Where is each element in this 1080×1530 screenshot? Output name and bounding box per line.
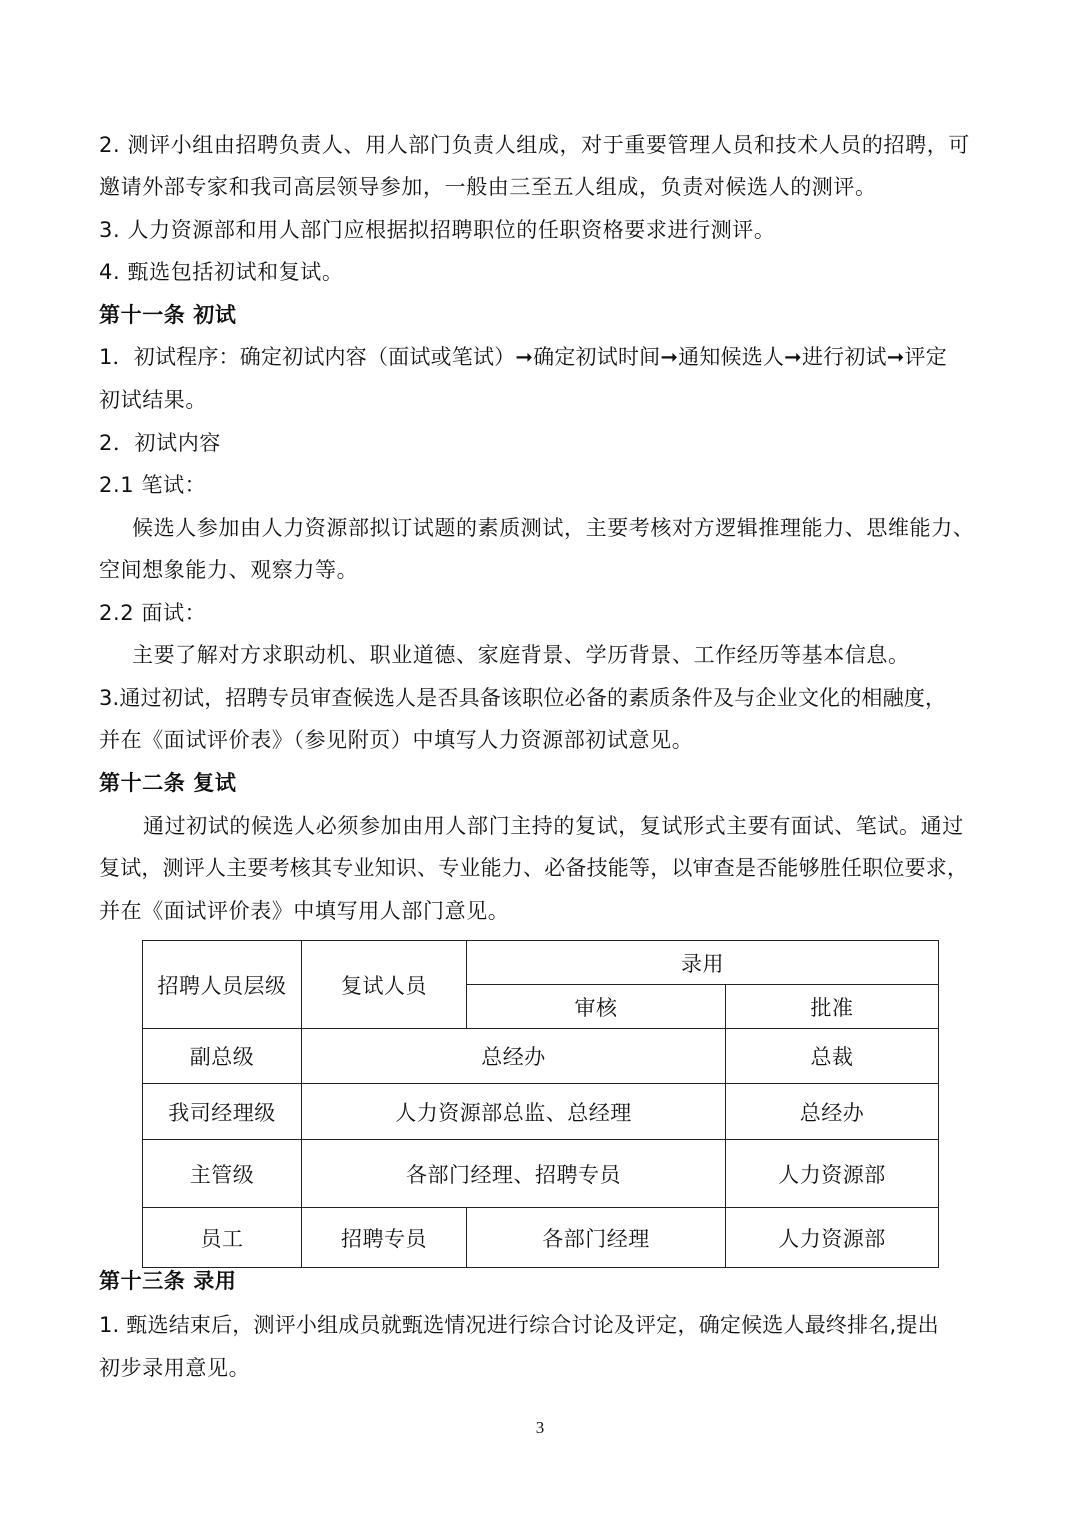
initial-test-procedure-line-1: 1．初试程序：确定初试内容（面试或笔试）➞确定初试时间➞通知候选人➞进行初试➞评定 [99,345,947,369]
approve-cell: 总裁 [726,1029,939,1084]
article-13-heading: 第十三条 录用 [99,1269,237,1293]
table-row [143,1029,939,1084]
level-cell: 副总级 [143,1029,302,1084]
level-cell: 员工 [143,1208,302,1268]
approve-cell: 人力资源部 [726,1208,939,1268]
review-cell: 各部门经理 [467,1208,726,1268]
paragraph-2-line-1: 2. 测评小组由招聘负责人、用人部门负责人组成，对于重要管理人员和技术人员的招聘，可 [99,133,970,157]
table-row [143,1208,939,1268]
second-interview-line-3: 并在《面试评价表》中填写用人部门意见。 [99,899,510,923]
hiring-line-2: 初步录用意见。 [99,1356,251,1380]
table-row [143,1084,939,1140]
level-cell: 主管级 [143,1140,302,1208]
table-header-row-1 [143,941,939,985]
reviewer-cell: 人力资源部总监、总经理 [302,1084,726,1140]
written-test-line-2: 空间想象能力、观察力等。 [99,558,359,582]
page-number: 3 [535,1418,545,1437]
reviewer-cell: 招聘专员 [302,1208,467,1268]
approve-cell: 总经办 [726,1084,939,1140]
initial-test-content-heading: 2．初试内容 [99,431,221,455]
article-12-heading: 第十二条 复试 [99,771,237,795]
paragraph-3: 3. 人力资源部和用人部门应根据拟招聘职位的任职资格要求进行测评。 [99,218,776,242]
initial-test-review-line-2: 并在《面试评价表》（参见附页）中填写人力资源部初试意见。 [99,728,694,752]
written-test-line-1: 候选人参加由人力资源部拟订试题的素质测试，主要考核对方逻辑推理能力、思维能力、 [132,516,975,540]
table-row [143,1140,939,1208]
level-cell: 我司经理级 [143,1084,302,1140]
written-test-heading: 2.1 笔试： [99,473,207,497]
approve-cell: 人力资源部 [726,1140,939,1208]
approval-table [142,940,939,1268]
hiring-line-1: 1. 甄选结束后，测评小组成员就甄选情况进行综合讨论及评定，确定候选人最终排名,提出 [99,1313,939,1337]
interview-description: 主要了解对方求职动机、职业道德、家庭背景、学历背景、工作经历等基本信息。 [132,643,910,667]
second-interview-line-2: 复试，测评人主要考核其专业知识、专业能力、必备技能等，以审查是否能够胜任职位要求， [99,856,969,880]
interview-heading: 2.2 面试： [99,601,207,625]
second-interview-line-1: 通过初试的候选人必须参加由用人部门主持的复试，复试形式主要有面试、笔试。通过 [143,814,964,838]
reviewer-cell: 总经办 [302,1029,726,1084]
header-reviewer: 复试人员 [302,941,467,1029]
paragraph-4: 4. 甄选包括初试和复试。 [99,260,344,284]
paragraph-2-line-2: 邀请外部专家和我司高层领导参加，一般由三至五人组成，负责对候选人的测评。 [99,175,877,199]
header-hire: 录用 [467,941,939,985]
initial-test-review-line-1: 3.通过初试，招聘专员审查候选人是否具备该职位必备的素质条件及与企业文化的相融度， [99,686,947,710]
initial-test-procedure-line-2: 初试结果。 [99,388,207,412]
header-level: 招聘人员层级 [143,941,302,1029]
header-review: 审核 [467,985,726,1029]
header-approve: 批准 [726,985,939,1029]
article-11-heading: 第十一条 初试 [99,303,237,327]
reviewer-cell: 各部门经理、招聘专员 [302,1140,726,1208]
